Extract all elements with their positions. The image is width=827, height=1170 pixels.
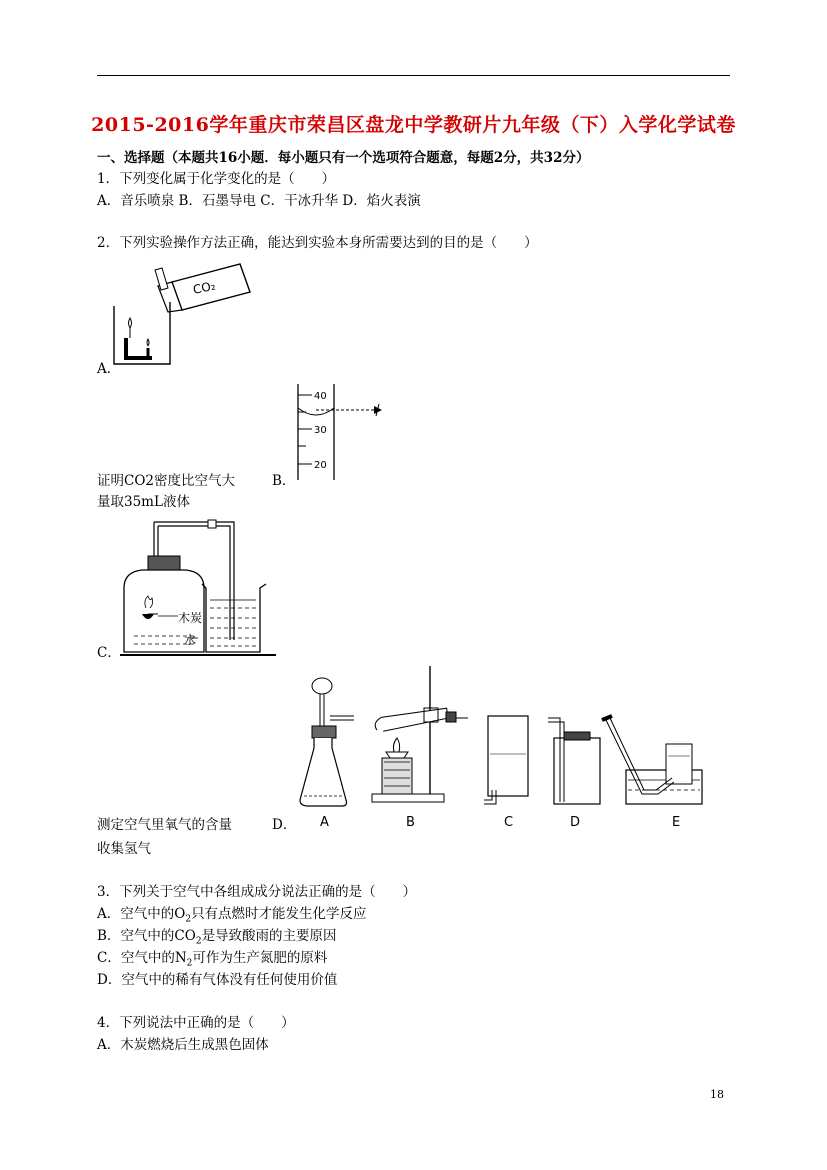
beaker: [114, 302, 170, 364]
q1-options: A．音乐喷泉 B．石墨导电 C．干冰升华 D．焰火表演: [97, 193, 421, 209]
q4-stem: 4．下列说法中正确的是（ ）: [97, 1015, 295, 1031]
q2-b-label: B．: [272, 473, 296, 489]
stopper: [148, 556, 180, 570]
apparatus-c: [484, 716, 528, 804]
q3-option-b: B．空气中的$CO_2$是导致酸雨的主要原因: [97, 928, 337, 947]
apparatus-letter: E: [672, 815, 681, 830]
q1-stem: 1．下列变化属于化学变化的是（ ）: [97, 171, 336, 187]
figure-a-co2-beaker: [110, 232, 250, 372]
figure-d-gas-apparatus: [296, 666, 716, 836]
q2-c-caption: 测定空气里氧气的含量: [97, 817, 232, 833]
q4-option-a: A．木炭燃烧后生成黑色固体: [97, 1037, 269, 1053]
figure-c-oxygen-apparatus: [110, 512, 280, 662]
clamp-icon: [208, 520, 216, 528]
tick-label: 20: [314, 460, 327, 471]
section-heading: 一、选择题（本题共16小题．每小题只有一个选项符合题意，每题2分，共32分）: [97, 150, 590, 166]
q3-option-c: C．空气中的$N_2$可作为生产氮肥的原料: [97, 950, 328, 969]
page-number: 18: [710, 1088, 724, 1101]
apparatus-e: [602, 716, 702, 804]
q2-a-label: A．: [97, 361, 121, 377]
q2-b-caption: 量取35mL液体: [97, 494, 190, 510]
apparatus-a: [300, 678, 354, 806]
flame-icon: [147, 339, 149, 346]
apparatus-b: [372, 666, 468, 802]
water-label: 水: [184, 633, 197, 647]
q3-stem: 3．下列关于空气中各组成成分说法正确的是（ ）: [97, 884, 417, 900]
apparatus-letter: B: [406, 815, 415, 830]
q3-option-d: D．空气中的稀有气体没有任何使用价值: [97, 972, 338, 988]
q2-d-caption: 收集氢气: [97, 841, 151, 857]
q2-a-caption: 证明CO2密度比空气大: [97, 473, 235, 489]
charcoal-label: 木炭: [178, 611, 203, 625]
flame-icon: [393, 738, 399, 752]
tick-label: 40: [314, 391, 327, 402]
co2-label: CO₂: [191, 278, 217, 297]
flame-icon: [129, 318, 132, 328]
header-rule: [97, 75, 730, 76]
apparatus-letter: D: [570, 815, 581, 830]
co2-bottle: [155, 264, 250, 312]
tick-label: 30: [314, 425, 327, 436]
figure-b-graduated-cylinder: [290, 382, 400, 482]
apparatus-letter: A: [320, 815, 329, 830]
q2-d-label: D．: [272, 817, 297, 833]
q3-option-a: A．空气中的$O_2$只有点燃时才能发生化学反应: [97, 906, 367, 925]
page-title: 2015-2016学年重庆市荣昌区盘龙中学教研片九年级（下）入学化学试卷: [91, 114, 736, 136]
q2-stem: 2．下列实验操作方法正确，能达到实验本身所需要达到的目的是（ ）: [97, 235, 538, 251]
q2-c-label: C．: [97, 645, 121, 661]
apparatus-letter: C: [504, 815, 514, 830]
apparatus-d: [548, 718, 600, 804]
